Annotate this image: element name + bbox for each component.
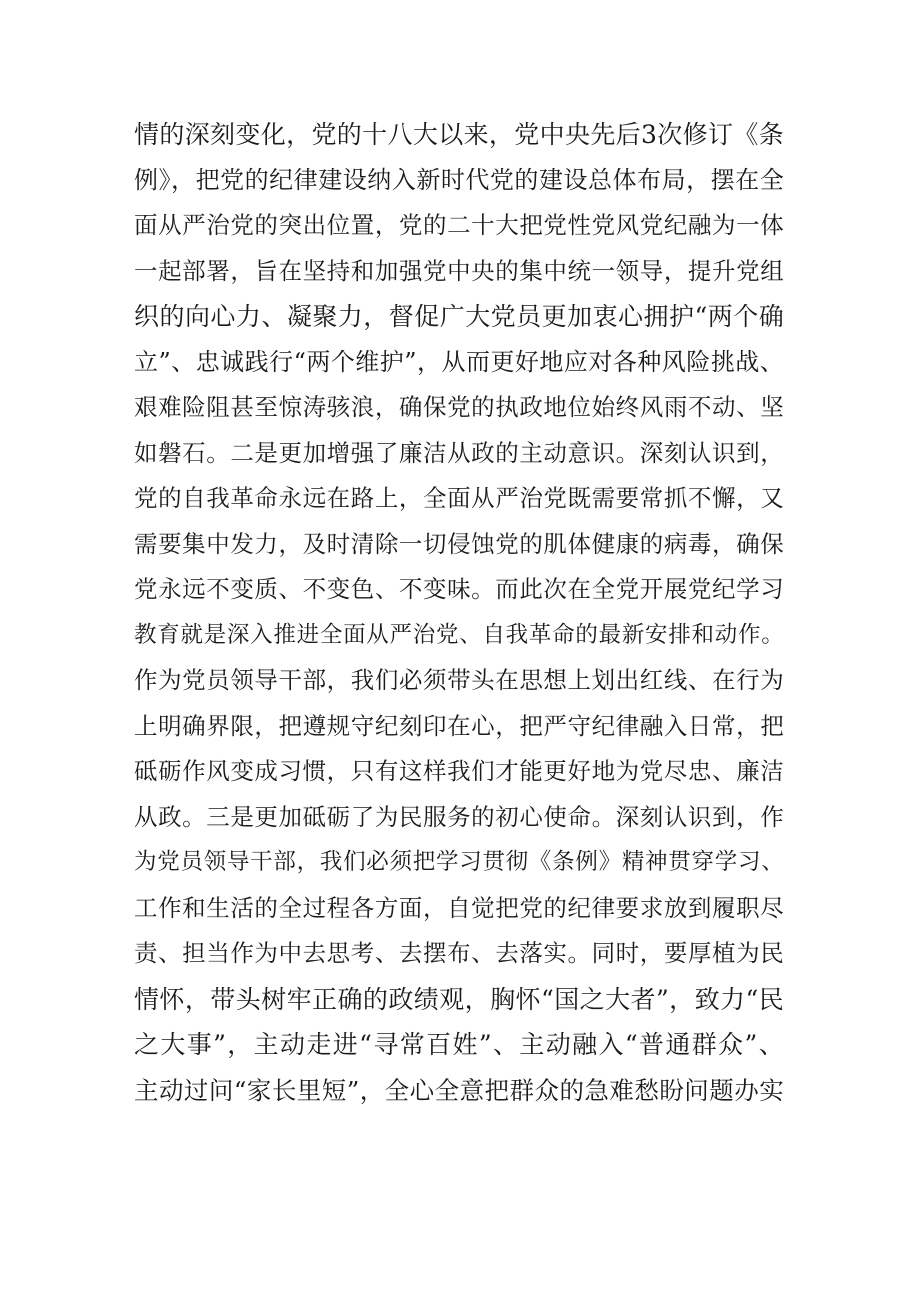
text-line: 党的自我革命永远在路上，全面从严治党既需要常抓不懈，又	[134, 484, 784, 512]
text-line: 情的深刻变化，党的十八大以来，党中央先后3次修订《条	[134, 120, 784, 149]
text-line: 党永远不变质、不变色、不变味。而此次在全党开展党纪学习	[134, 575, 784, 603]
text-line: 从政。三是更加砥砺了为民服务的初心使命。深刻认识到，作	[134, 802, 784, 831]
text-line: 为党员领导干部，我们必须把学习贯彻《条例》精神贯穿学习、	[134, 849, 784, 875]
text-line: 例》，把党的纪律建设纳入新时代党的建设总体布局，摆在全	[134, 165, 784, 194]
text-line: 之大事”，主动走进“寻常百姓”、主动融入“普通群众”、	[134, 1030, 784, 1059]
text-line: 责、担当作为中去思考、去摆布、去落实。同时，要厚植为民	[134, 939, 784, 967]
text-line: 作为党员领导干部，我们必须带头在思想上划出红线、在行为	[134, 666, 784, 694]
text-line: 工作和生活的全过程各方面，自觉把党的纪律要求放到履职尽	[134, 893, 784, 922]
text-line: 如磐石。二是更加增强了廉洁从政的主动意识。深刻认识到，	[134, 438, 784, 467]
text-line: 情怀，带头树牢正确的政绩观，胸怀“国之大者”，致力“民	[134, 984, 784, 1014]
text-line: 织的向心力、凝聚力，督促广大党员更加衷心拥护“两个确	[134, 302, 784, 331]
text-line: 立”、忠诚践行“两个维护”，从而更好地应对各种风险挑战、	[134, 347, 784, 376]
text-line: 艰难险阻甚至惊涛骇浪，确保党的执政地位始终风雨不动、坚	[134, 393, 784, 421]
text-line: 一起部署，旨在坚持和加强党中央的集中统一领导，提升党组	[134, 256, 784, 285]
text-line: 上明确界限，把遵规守纪刻印在心，把严守纪律融入日常，把	[134, 711, 784, 740]
text-line: 需要集中发力，及时清除一切侵蚀党的肌体健康的病毒，确保	[134, 529, 784, 558]
text-line: 教育就是深入推进全面从严治党、自我革命的最新安排和动作。	[134, 621, 784, 648]
text-line: 主动过问“家长里短”，全心全意把群众的急难愁盼问题办实	[134, 1075, 784, 1105]
text-line: 面从严治党的突出位置，党的二十大把党性党风党纪融为一体	[134, 211, 784, 239]
text-line: 砥砺作风变成习惯，只有这样我们才能更好地为党尽忠、廉洁	[134, 757, 784, 785]
body-paragraph	[134, 112, 784, 1113]
